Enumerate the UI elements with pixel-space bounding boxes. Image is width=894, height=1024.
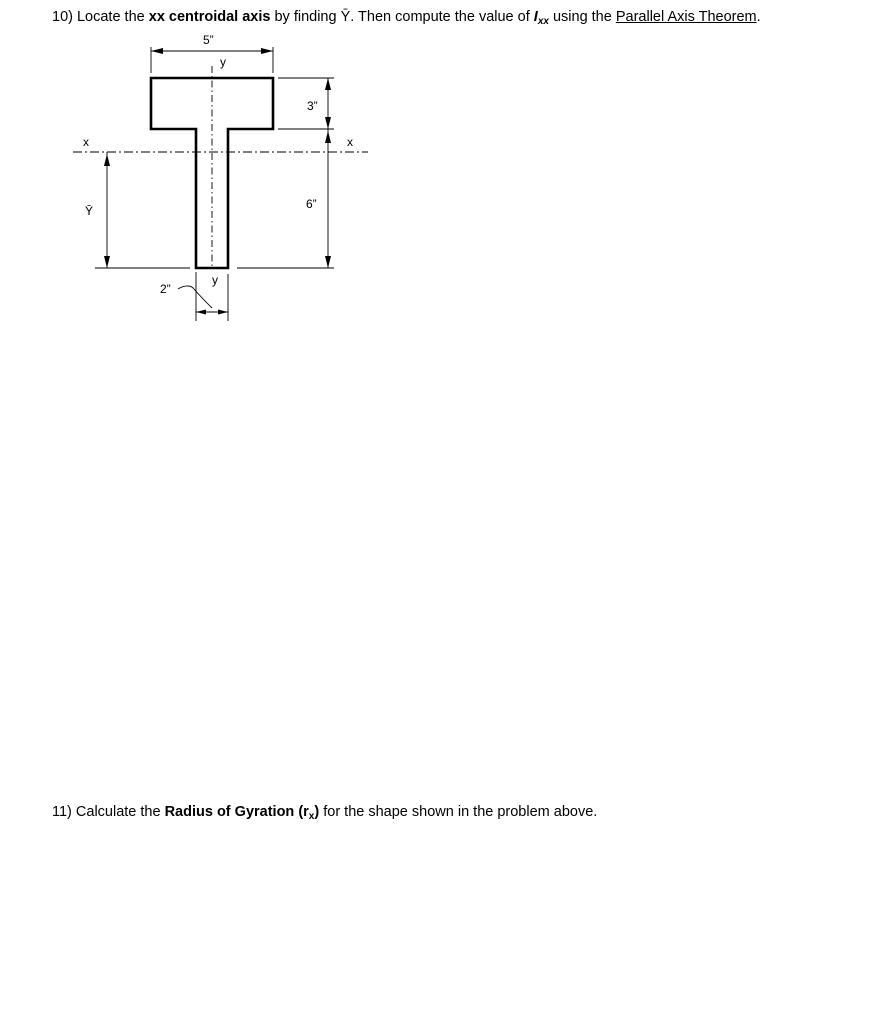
parallel-axis-theorem-link[interactable]: Parallel Axis Theorem: [615, 9, 757, 25]
q10-prefix: 10) Locate the: [52, 9, 149, 25]
web-width-arrow-left: [196, 310, 206, 315]
q11-prefix: 11) Calculate the: [52, 804, 165, 820]
q10-bold-term: xx centroidal axis: [148, 9, 271, 25]
q11-suffix: for the shape shown in the problem above.: [319, 804, 598, 820]
question-11: [52, 803, 597, 821]
web-width-arrow-right: [218, 310, 228, 315]
t-section-diagram: [0, 0, 894, 340]
ybar-arrow-top: [104, 154, 110, 166]
flange-height-arrow-top: [325, 78, 331, 90]
web-height-arrow-top: [325, 131, 331, 143]
top-width-arrow-right: [261, 48, 273, 54]
web-width-leader: [178, 286, 212, 308]
q10-suffix: .: [756, 9, 761, 25]
flange-height-arrow-bottom: [325, 117, 331, 129]
flange-height-label: 3”: [307, 99, 318, 113]
web-width-label: 2”: [160, 282, 171, 296]
q10-middle-2: using the: [548, 9, 616, 25]
ybar-label: Ȳ: [85, 204, 94, 218]
q10-middle-1: by finding Ȳ. Then compute the value of: [270, 9, 534, 25]
ybar-arrow-bottom: [104, 256, 110, 268]
q11-bold-close: ): [314, 804, 320, 820]
q11-bold-term: Radius of Gyration (r: [164, 804, 309, 820]
web-height-label: 6”: [306, 197, 317, 211]
top-width-arrow-left: [151, 48, 163, 54]
ixx-symbol: I: [533, 9, 538, 25]
y-axis-label-bottom: y: [212, 273, 218, 287]
x-axis-label-right: x: [347, 135, 353, 149]
web-height-arrow-bottom: [325, 256, 331, 268]
rx-subscript: x: [308, 811, 315, 822]
top-width-label: 5”: [203, 33, 214, 47]
x-axis-label-left: x: [83, 135, 89, 149]
y-axis-label-top: y: [220, 55, 226, 69]
ixx-subscript: xx: [537, 16, 549, 27]
